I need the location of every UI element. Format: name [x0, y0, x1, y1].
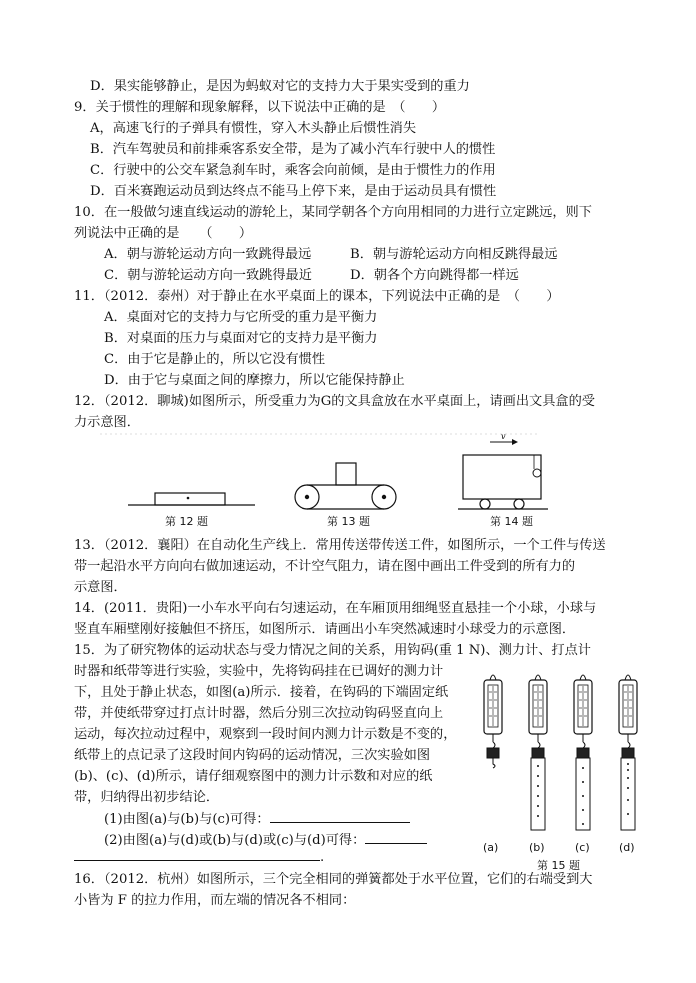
q11-stem: 11．（2012．泰州）对于静止在水平桌面上的课本，下列说法中正确的是 （ ）	[74, 289, 560, 304]
q15-line-3: 下，且处于静止状态，如图(a)所示．接着，在钩码的下端固定纸	[74, 685, 449, 700]
q16-line-2: 小皆为 F 的拉力作用，而左端的情况各不相同：	[74, 893, 356, 908]
fig15-label-b: (b)	[529, 841, 545, 854]
q10-option-d: D．朝各个方向跳得都一样远	[350, 268, 519, 283]
q9-option-d: D．百米赛跑运动员到达终点不能马上停下来，是由于运动员具有惯性	[90, 184, 497, 199]
answer-blank-2b[interactable]	[74, 848, 320, 861]
fig14-cart	[458, 432, 548, 509]
q15-sub-1-text: (1)由图(a)与(b)与(c)可得：	[104, 812, 270, 827]
fig15-spring-scales	[476, 670, 666, 842]
q13-line-2: 带一起沿水平方向向右做加速运动，不计空气阻力，请在图中画出工件受到的所有力的	[74, 559, 576, 574]
q15-line-1: 15．为了研究物体的运动状态与受力情况之间的关系，用钩码(重 1 N)、测力计、打点计	[74, 643, 591, 658]
q15-line-8: 带，归纳得出初步结论．	[74, 790, 220, 805]
q15-line-6: 纸带上的点记录了这段时间内钩码的运动情况，三次实验如图	[74, 748, 431, 763]
q15-line-2: 时器和纸带等进行实验，实验中，先将钩码挂在已调好的测力计	[74, 664, 444, 679]
q14-line-2: 竖直车厢壁刚好接触但不挤压，如图所示．请画出小车突然减速时小球受力的示意图．	[74, 622, 576, 637]
answer-blank-2a[interactable]	[365, 831, 427, 844]
fig14-v-label: v	[501, 432, 506, 441]
fig14-caption: 第 14 题	[490, 515, 533, 528]
fig15-label-c: (c)	[575, 841, 590, 854]
q14-line-1: 14．(2011．贵阳)一小车水平向右匀速运动，在车厢顶用细绳竖直悬挂一个小球，小球与	[74, 601, 597, 616]
q15-sub-2-cont	[74, 848, 324, 867]
fig15-label-d: (d)	[619, 841, 635, 854]
answer-blank-1[interactable]	[270, 810, 410, 823]
q9-option-c: C．行驶中的公交车紧急刹车时，乘客会向前倾，是由于惯性力的作用	[90, 163, 496, 178]
q9-stem: 9．关于惯性的理解和现象解释，以下说法中正确的是 （ ）	[74, 100, 446, 115]
q13-line-3: 示意图．	[74, 580, 127, 595]
q11-option-b: B．对桌面的压力与桌面对它的支持力是平衡力	[104, 331, 378, 346]
fig15-caption: 第 15 题	[537, 859, 580, 872]
fig13-caption: 第 13 题	[327, 515, 370, 528]
fig12-caption: 第 12 题	[165, 515, 208, 528]
q10-option-c: C．朝与游轮运动方向一致跳得最近	[104, 268, 312, 283]
q15-line-4: 带，并使纸带穿过打点计时器，然后分别三次拉动钩码竖直向上	[74, 706, 444, 721]
fig12-pencil-box	[128, 493, 255, 505]
q8-option-d: D．果实能够静止，是因为蚂蚁对它的支持力大于果实受到的重力	[90, 79, 470, 94]
q15-line-5: 运动，每次拉动过程中，观察到一段时间内测力计示数是不变的，	[74, 727, 457, 742]
q9-option-a: A，高速飞行的子弹具有惯性，穿入木头静止后惯性消失	[90, 121, 417, 136]
q10-option-b: B．朝与游轮运动方向相反跳得最远	[350, 247, 558, 262]
q10-option-a: A．朝与游轮运动方向一致跳得最远	[104, 247, 312, 262]
q15-sub-1	[104, 810, 410, 829]
fig13-conveyor-belt	[295, 463, 396, 509]
q16-line-1: 16．（2012．杭州）如图所示，三个完全相同的弹簧都处于水平位置，它们的右端受到大	[74, 872, 593, 887]
q10-stem-1: 10．在一般做匀速直线运动的游轮上，某同学朝各个方向用相同的力进行立定跳远，则下	[74, 205, 592, 220]
q9-option-b: B．汽车驾驶员和前排乘客系安全带，是为了减小汽车行驶中人的惯性	[90, 142, 496, 157]
q15-tail: .	[320, 850, 325, 865]
q15-sub-2-text: (2)由图(a)与(d)或(b)与(d)或(c)与(d)可得：	[104, 833, 366, 848]
q11-option-a: A．桌面对它的支持力与它所受的重力是平衡力	[104, 310, 378, 325]
q11-option-d: D．由于它与桌面之间的摩擦力，所以它能保持静止	[104, 373, 405, 388]
q15-line-7: (b)、(c)、(d)所示，请仔细观察图中的测力计示数和对应的纸	[74, 769, 433, 784]
q11-option-c: C．由于它是静止的，所以它没有惯性	[104, 352, 326, 367]
q10-stem-2: 列说法中正确的是 （ ）	[74, 226, 253, 241]
q12-line-1: 12．（2012．聊城)如图所示，所受重力为G的文具盒放在水平桌面上，请画出文具盒的受	[74, 394, 595, 409]
q13-line-1: 13．（2012．襄阳）在自动化生产线上．常用传送带传送工件，如图所示，一个工件与传送	[74, 538, 606, 553]
q12-line-2: 力示意图．	[74, 415, 140, 430]
fig15-label-a: (a)	[483, 841, 499, 854]
